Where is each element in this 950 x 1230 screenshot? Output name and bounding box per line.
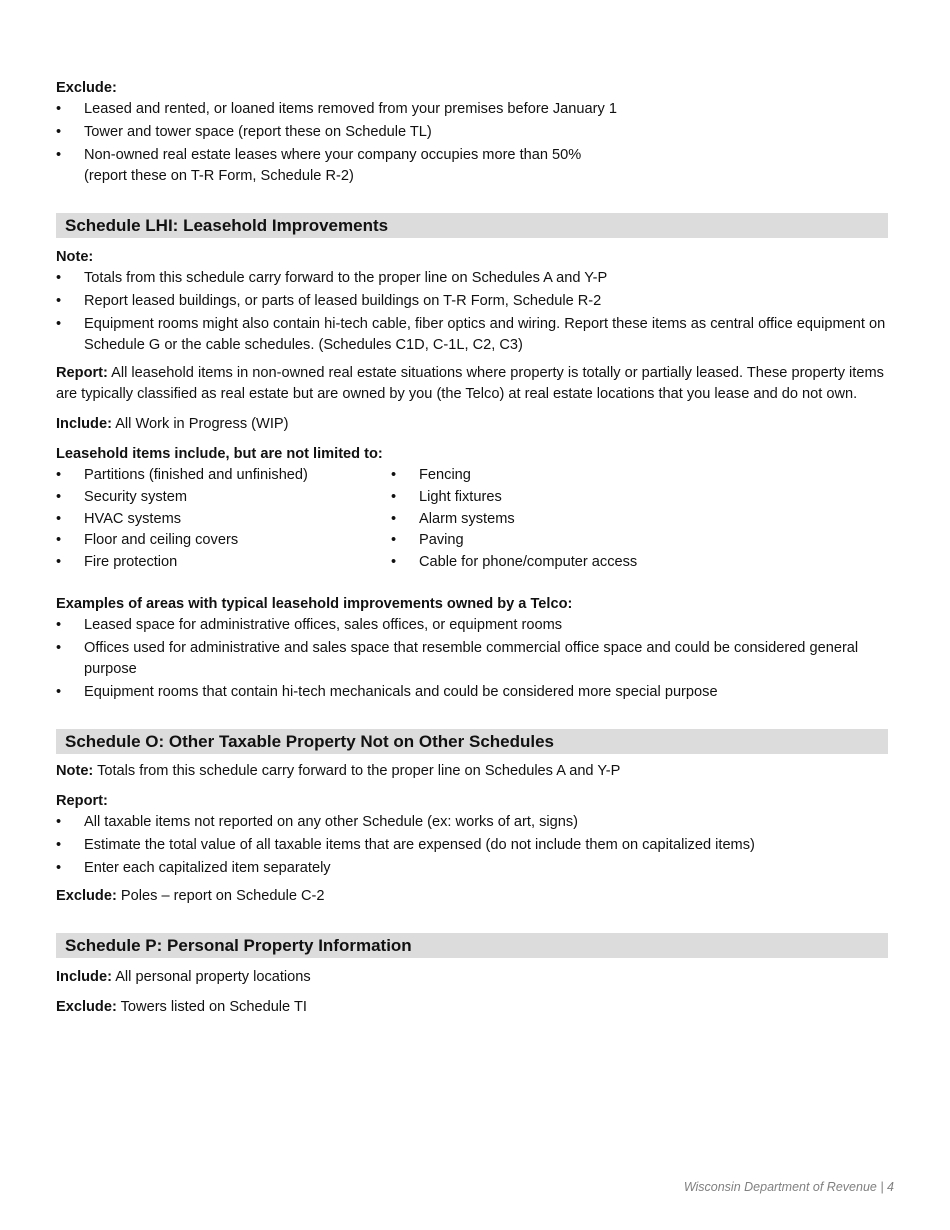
bullet-icon: • bbox=[391, 532, 397, 549]
list-item: • Alarm systems bbox=[391, 509, 726, 531]
bullet-icon: • bbox=[56, 467, 62, 483]
section-heading-o: Schedule O: Other Taxable Property Not on Other Schedules bbox=[56, 729, 888, 754]
bullet-icon: • bbox=[56, 532, 62, 549]
bullet-icon: • bbox=[391, 510, 397, 527]
list-item: • Equipment rooms might also contain hi-tech cable, fiber optics and wiring. Report these items as central office equipment on Schedule G or the cable schedules. (Schedules C1D, C-1L, C2, C3) bbox=[56, 316, 886, 353]
exclude-list bbox=[56, 99, 888, 187]
list-item: • Cable for phone/computer access bbox=[391, 552, 726, 574]
bullet-icon: • bbox=[391, 467, 397, 483]
list-item: • Totals from this schedule carry forward to the proper line on Schedules A and Y-P bbox=[56, 268, 888, 289]
bullet-icon: • bbox=[56, 616, 62, 633]
bullet-icon: • bbox=[56, 859, 62, 876]
exclude-label: Exclude: bbox=[56, 80, 117, 96]
list-item: • Non-owned real estate leases where your company occupies more than 50% (report these on T-R Form, Schedule R-2) bbox=[56, 147, 582, 184]
bullet-icon: • bbox=[56, 293, 62, 309]
leasehold-items-col1 bbox=[56, 465, 391, 574]
include-label: Include: bbox=[56, 968, 112, 985]
report-paragraph: Report: All leasehold items in non-owned real estate situations where property is totally or partially leased. These property items are typically classified as real estate but are owned by you (the Telco) at real estate locations that you lease and do not own. bbox=[56, 365, 884, 402]
note-label: Note: bbox=[56, 249, 94, 265]
list-item: • Tower and tower space (report these on Schedule TL) bbox=[56, 122, 888, 143]
list-item: • Paving bbox=[391, 530, 726, 552]
exclude-label: Exclude: bbox=[56, 998, 117, 1015]
report-label: Report: bbox=[56, 792, 108, 809]
bullet-icon: • bbox=[56, 488, 62, 505]
report-label: Report: bbox=[56, 365, 108, 381]
lhi-note-list bbox=[56, 268, 888, 356]
bullet-icon: • bbox=[56, 510, 62, 527]
bullet-icon: • bbox=[391, 554, 397, 571]
section-heading-p: Schedule P: Personal Property Information bbox=[56, 933, 888, 958]
include-paragraph: Include: All personal property locations bbox=[56, 968, 311, 985]
bullet-icon: • bbox=[56, 147, 62, 163]
list-item: • Equipment rooms that contain hi-tech mechanicals and could be considered more special purpose bbox=[56, 682, 888, 703]
bullet-icon: • bbox=[56, 836, 62, 853]
bullet-icon: • bbox=[56, 683, 62, 700]
list-item: • Enter each capitalized item separately bbox=[56, 858, 888, 879]
leasehold-items-col2 bbox=[391, 465, 726, 574]
bullet-icon: • bbox=[56, 554, 62, 571]
bullet-icon: • bbox=[56, 316, 62, 332]
list-item: • HVAC systems bbox=[56, 509, 391, 531]
section-heading-lhi: Schedule LHI: Leasehold Improvements bbox=[56, 213, 888, 238]
examples-list bbox=[56, 615, 888, 703]
list-item: • All taxable items not reported on any other Schedule (ex: works of art, signs) bbox=[56, 812, 888, 833]
bullet-icon: • bbox=[391, 488, 397, 505]
list-item: • Report leased buildings, or parts of leased buildings on T-R Form, Schedule R-2 bbox=[56, 291, 888, 312]
list-item: • Light fixtures bbox=[391, 487, 726, 509]
note-paragraph: Note: Totals from this schedule carry forward to the proper line on Schedules A and Y-P bbox=[56, 762, 621, 779]
list-item: • Fencing bbox=[391, 465, 726, 487]
include-paragraph: Include: All Work in Progress (WIP) bbox=[56, 416, 289, 432]
exclude-paragraph: Exclude: Towers listed on Schedule TI bbox=[56, 998, 307, 1015]
exclude-paragraph: Exclude: Poles – report on Schedule C-2 bbox=[56, 887, 325, 904]
list-item: • Fire protection bbox=[56, 552, 391, 574]
note-label: Note: bbox=[56, 762, 94, 779]
list-item: • Estimate the total value of all taxable items that are expensed (do not include them on capitalized items) bbox=[56, 835, 888, 856]
bullet-icon: • bbox=[56, 270, 62, 286]
list-item: • Offices used for administrative and sales space that resemble commercial office space and could be considered general purpose bbox=[56, 639, 859, 677]
examples-heading: Examples of areas with typical leasehold improvements owned by a Telco: bbox=[56, 595, 573, 612]
list-item: • Leased and rented, or loaned items removed from your premises before January 1 bbox=[56, 99, 888, 120]
leasehold-items-columns bbox=[56, 465, 888, 574]
list-item: • Floor and ceiling covers bbox=[56, 530, 391, 552]
document-page bbox=[56, 78, 888, 1018]
list-item: • Partitions (finished and unfinished) bbox=[56, 465, 391, 487]
bullet-icon: • bbox=[56, 101, 62, 117]
bullet-icon: • bbox=[56, 813, 62, 830]
include-label: Include: bbox=[56, 416, 112, 432]
items-heading: Leasehold items include, but are not limited to: bbox=[56, 446, 383, 462]
bullet-icon: • bbox=[56, 124, 62, 140]
o-report-list bbox=[56, 812, 888, 879]
exclude-label: Exclude: bbox=[56, 887, 117, 904]
page-footer: Wisconsin Department of Revenue | 4 bbox=[683, 1180, 894, 1194]
bullet-icon: • bbox=[56, 639, 62, 656]
list-item: • Security system bbox=[56, 487, 391, 509]
list-item: • Leased space for administrative offices, sales offices, or equipment rooms bbox=[56, 615, 888, 636]
